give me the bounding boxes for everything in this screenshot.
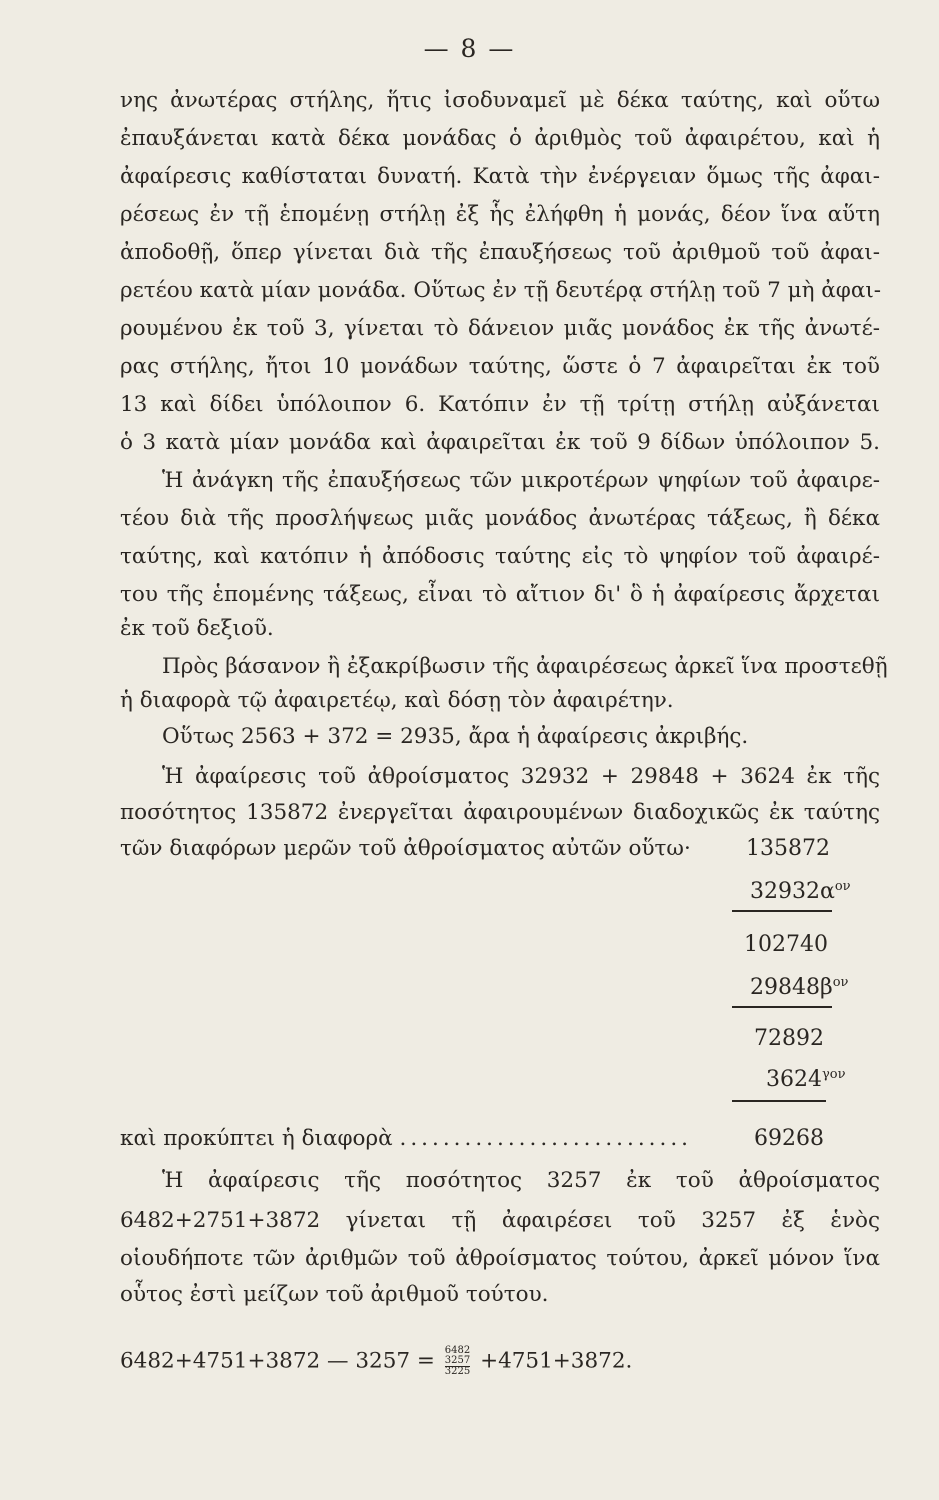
frac-top: 6482 xyxy=(444,1345,471,1356)
calc-rule-3 xyxy=(732,1100,826,1102)
calc-rule-1 xyxy=(732,910,832,912)
text-line-4: ρέσεως ἐν τῇ ἑπομένῃ στήλῃ ἐξ ἧς ἐλήφθη ἡ μονάς, δέον ἵνα αὕτη xyxy=(120,202,880,227)
text-line-21: τῶν διαφόρων μερῶν τοῦ ἀθροίσματος αὐτῶν οὕτω· xyxy=(120,836,691,861)
calc-subtrahend-3: $3624^{\gamma o\nu}$ xyxy=(766,1067,846,1092)
calc-result: 69268 xyxy=(754,1126,824,1151)
formula-line xyxy=(120,1346,880,1377)
formula-left: 6482+4751+3872 — 3257 = xyxy=(120,1348,435,1374)
text-line-1: νης ἀνωτέρας στήλης, ἥτις ἰσοδυναμεῖ μὲ δέκα ταύτης, καὶ οὕτω xyxy=(120,88,880,113)
text-line-9: 13 καὶ δίδει ὑπόλοιπον 6. Κατόπιν ἐν τῇ τρίτῃ στήλῃ αὐξάνεται xyxy=(120,392,880,417)
frac-bottom: 3225 xyxy=(444,1366,471,1377)
text-line-22: Ἡ ἀφαίρεσις τῆς ποσότητος 3257 ἐκ τοῦ ἀθροίσματος xyxy=(162,1168,880,1193)
text-line-7: ρουμένου ἐκ τοῦ 3, γίνεται τὸ δάνειον μιᾶς μονάδος ἐκ τῆς ἀνωτέ- xyxy=(120,316,880,341)
calc-subtrahend-2: $29848\beta^{o\nu}$ xyxy=(750,975,849,1000)
text-line-10: ὁ 3 κατὰ μίαν μονάδα καὶ ἀφαιρεῖται ἐκ τοῦ 9 δίδων ὑπόλοιπον 5. xyxy=(120,430,880,455)
page-number: — 8 — xyxy=(423,34,516,63)
calc-subtrahend-1: $32932\alpha^{o\nu}$ xyxy=(750,879,851,904)
text-line-23: 6482+2751+3872 γίνεται τῇ ἀφαιρέσει τοῦ 3257 ἐξ ἑνὸς xyxy=(120,1208,880,1233)
text-line-12: τέου διὰ τῆς προσλήψεως μιᾶς μονάδος ἀνωτέρας τάξεως, ἢ δέκα xyxy=(120,506,880,531)
text-line-2: ἐπαυξάνεται κατὰ δέκα μονάδας ὁ ἀριθμὸς τοῦ ἀφαιρέτου, καὶ ἡ xyxy=(120,126,880,151)
text-line-20: ποσότητος 135872 ἐνεργεῖται ἀφαιρουμένων διαδοχικῶς ἐκ ταύτης xyxy=(120,800,880,825)
calc-result-label: καὶ προκύπτει ἡ διαφορὰ ........................... xyxy=(120,1126,693,1151)
text-line-3: ἀφαίρεσις καθίσταται δυνατή. Κατὰ τὴν ἐνέργειαν ὅμως τῆς ἀφαι- xyxy=(120,164,880,189)
frac-mid: 3257 xyxy=(444,1355,471,1366)
text-line-14: του τῆς ἑπομένης τάξεως, εἶναι τὸ αἴτιον δι' ὃ ἡ ἀφαίρεσις ἄρχεται xyxy=(120,582,880,607)
formula-right: +4751+3872. xyxy=(480,1348,633,1374)
calc-remainder-1: 102740 xyxy=(744,932,828,957)
text-line-11: Ἡ ἀνάγκη τῆς ἐπαυξήσεως τῶν μικροτέρων ψηφίων τοῦ ἀφαιρε- xyxy=(162,468,880,493)
calc-start: 135872 xyxy=(746,836,830,861)
text-line-17: ἡ διαφορὰ τῷ ἀφαιρετέῳ, καὶ δόσῃ τὸν ἀφαιρέτην. xyxy=(120,688,674,713)
text-line-25: οὗτος ἐστὶ μείζων τοῦ ἀριθμοῦ τούτου. xyxy=(120,1282,549,1307)
calc-rule-2 xyxy=(732,1006,832,1008)
calc-remainder-2: 72892 xyxy=(754,1026,824,1051)
formula-fraction xyxy=(445,1346,470,1377)
text-line-15: ἐκ τοῦ δεξιοῦ. xyxy=(120,616,274,641)
text-line-24: οἱουδήποτε τῶν ἀριθμῶν τοῦ ἀθροίσματος τούτου, ἀρκεῖ μόνον ἵνα xyxy=(120,1246,880,1271)
text-line-5: ἀποδοθῇ, ὅπερ γίνεται διὰ τῆς ἐπαυξήσεως τοῦ ἀριθμοῦ τοῦ ἀφαι- xyxy=(120,240,880,265)
text-line-13: ταύτης, καὶ κατόπιν ἡ ἀπόδοσις ταύτης εἰς τὸ ψηφίον τοῦ ἀφαιρέ- xyxy=(120,544,880,569)
text-line-18: Οὕτως 2563 + 372 = 2935, ἄρα ἡ ἀφαίρεσις ἀκριβής. xyxy=(162,724,749,749)
text-line-16: Πρὸς βάσανον ἢ ἐξακρίβωσιν τῆς ἀφαιρέσεως ἀρκεῖ ἵνα προστεθῇ xyxy=(162,654,888,679)
text-line-19: Ἡ ἀφαίρεσις τοῦ ἀθροίσματος 32932 + 29848 + 3624 ἐκ τῆς xyxy=(162,764,880,789)
text-line-6: ρετέου κατὰ μίαν μονάδα. Οὕτως ἐν τῇ δευτέρᾳ στήλῃ τοῦ 7 μὴ ἀφαι- xyxy=(120,278,882,303)
text-line-8: ρας στήλης, ἤτοι 10 μονάδων ταύτης, ὥστε ὁ 7 ἀφαιρεῖται ἐκ τοῦ xyxy=(120,354,880,379)
